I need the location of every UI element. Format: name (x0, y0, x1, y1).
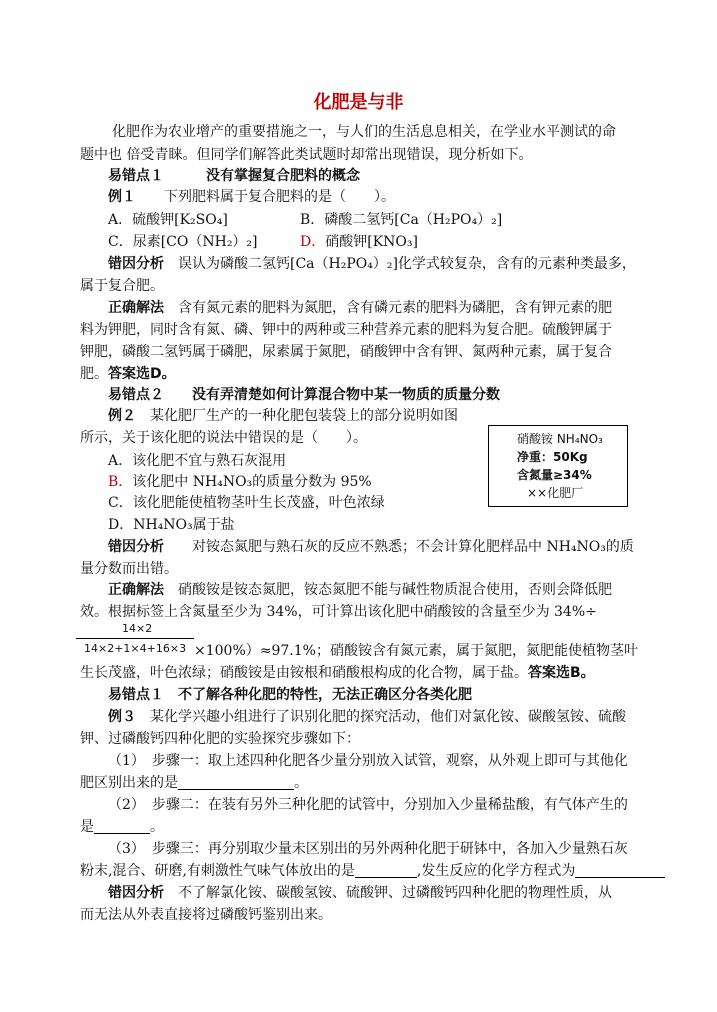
example-1 (108, 187, 395, 207)
step-3-prompt: 粉末,混合、研磨,有刺激性气味气体放出的是 (80, 863, 355, 879)
error-analysis-1 (108, 254, 636, 274)
section-2-label: 易错点２ (108, 387, 164, 403)
solution-1-label: 正确解法 (108, 300, 164, 316)
fraction-denominator: 14×2+1×4+16×3 (84, 642, 187, 655)
step-1-prompt: 肥区别出来的是 (80, 775, 178, 791)
error-analysis-3-text: 不了解氯化铵、碳酸氢铵、硫酸钾、过磷酸钙四种化肥的物理性质，从 (178, 885, 612, 901)
step-3: （3） 步骤三：再分别取少量未区别出的另外两种化肥于研钵中，各加入少量熟石灰 (108, 841, 628, 857)
answer-2: 答案选B。 (528, 665, 595, 681)
example-2-question-cont: 所示，关于该化肥的说法中错误的是（ ）。 (80, 430, 367, 446)
section-3-title: 不了解各种化肥的特性，无法正确区分各类化肥 (178, 687, 472, 703)
error-analysis-1-text: 误认为磷酸二氢钙[Ca（H₂PO₄）₂]化学式较复杂，含有的元素种类最多， (178, 256, 636, 272)
example-3-question: 某化学兴趣小组进行了识别化肥的探究活动，他们对氯化铵、碳酸氢铵、硫酸 (150, 709, 626, 725)
fraction-numerator: 14×2 (122, 622, 153, 635)
section-3-heading (108, 685, 472, 705)
solution-2-tail: 生长茂盛，叶色浓绿；硝酸铵是由铵根和硝酸根构成的化合物，属于盐。 (80, 665, 528, 681)
option-1d-text: 硝酸钾[KNO₃] (325, 234, 418, 250)
step-3-answer-blank-1[interactable] (355, 863, 417, 878)
intro-line-2: 题中也 倍受青睐。但同学们解答此类试题时却常出现错误，现分析如下。 (80, 147, 533, 163)
step-1: （1） 步骤一：取上述四种化肥各少量分别放入试管，观察，从外观上即可与其他化 (108, 753, 628, 769)
intro-line-1: 化肥作为农业增产的重要措施之一，与人们的生活息息相关，在学业水平测试的命 (112, 124, 616, 140)
step-3-cont (80, 861, 665, 881)
option-1d-letter: D． (300, 234, 326, 250)
option-2b-text: 该化肥中 NH₄NO₃的质量分数为 95% (132, 474, 372, 490)
example-1-question: 下列肥料属于复合肥料的是（ ）。 (164, 189, 395, 205)
example-3-question-cont: 钾、过磷酸钙四种化肥的实验探究步骤如下： (80, 731, 360, 747)
option-1b: B．磷酸二氢钙[Ca（H₂PO₄）₂] (300, 212, 503, 228)
page-title: 化肥是与非 (313, 92, 404, 113)
error-analysis-2-label: 错因分析 (108, 539, 164, 555)
step-1-end: 。 (294, 775, 308, 791)
error-analysis-3 (108, 883, 612, 903)
step-2-cont (80, 817, 164, 837)
section-1-label: 易错点１ (108, 168, 164, 184)
example-2-label: 例２ (108, 408, 136, 424)
label-nitrogen: 含氮量≥34% (517, 468, 592, 482)
option-2b (108, 472, 372, 492)
answer-1: 答案选D。 (108, 366, 176, 382)
step-2-prompt: 是 (80, 819, 94, 835)
option-2c: C．该化肥能使植物茎叶生长茂盛，叶色浓绿 (108, 495, 385, 511)
option-1c: C．尿素[CO（NH₂）₂] (108, 234, 258, 250)
error-analysis-2-cont: 量分数而出错。 (80, 561, 178, 577)
example-2-question: 某化肥厂生产的一种化肥包装袋上的部分说明如图 (150, 408, 458, 424)
solution-2 (108, 580, 612, 600)
option-1a: A．硫酸钾[K₂SO₄] (108, 212, 228, 228)
error-analysis-3-cont: 而无法从外表直接将过磷酸钙鉴别出来。 (80, 907, 332, 923)
solution-2-line-2: 效。根据标签上含氮量至少为 34%，可计算出该化肥中硝酸铵的含量至少为 34%÷ (80, 604, 597, 620)
step-2-end: 。 (150, 819, 164, 835)
solution-2-label: 正确解法 (108, 582, 164, 598)
solution-1-line-4 (80, 364, 176, 384)
option-2d: D．NH₄NO₃属于盐 (108, 517, 235, 533)
error-analysis-1-label: 错因分析 (108, 256, 164, 272)
section-3-label: 易错点１ (108, 687, 164, 703)
example-3-label: 例３ (108, 709, 136, 725)
section-2-heading (108, 385, 500, 405)
option-2b-letter: B． (108, 474, 133, 490)
section-1-title: 没有掌握复合肥料的概念 (206, 168, 360, 184)
solution-1-text: 含有氮元素的肥料为氮肥，含有磷元素的肥料为磷肥，含有钾元素的肥 (178, 300, 612, 316)
step-1-cont (80, 773, 308, 793)
step-3-mid: ,发生反应的化学方程式为 (416, 863, 576, 879)
error-analysis-3-label: 错因分析 (108, 885, 164, 901)
solution-2-text: 硝酸铵是铵态氮肥，铵态氮肥不能与碱性物质混合使用，否则会降低肥 (178, 582, 612, 598)
option-1d (300, 232, 418, 252)
label-product: 硝酸铵 NH₄NO₃ (517, 432, 603, 446)
fraction-bar (76, 638, 194, 639)
label-weight: 净重：50Kg (517, 450, 588, 464)
step-3-answer-blank-2[interactable] (575, 863, 665, 878)
solution-2-line-4 (80, 663, 595, 683)
section-2-title: 没有弄清楚如何计算混合物中某一物质的质量分数 (192, 387, 500, 403)
example-1-label: 例１ (108, 189, 136, 205)
option-2a: A．该化肥不宜与熟石灰混用 (108, 453, 287, 469)
solution-2-line-3: ×100%）≈97.1%；硝酸铵含有氮元素，属于氮肥，氮肥能使植物茎叶 (194, 643, 638, 659)
solution-1-tail: 肥。 (80, 366, 108, 382)
error-analysis-2 (108, 537, 634, 557)
step-2-answer-blank[interactable] (94, 819, 150, 834)
solution-1-line-2: 料为钾肥，同时含有氮、磷、钾中的两种或三种营养元素的肥料为复合肥。硫酸钾属于 (80, 322, 612, 338)
example-2 (108, 406, 458, 426)
label-factory: ××化肥厂 (527, 486, 584, 500)
step-1-answer-blank[interactable] (178, 775, 294, 790)
error-analysis-1-cont: 属于复合肥。 (80, 278, 164, 294)
step-2: （2） 步骤二：在装有另外三种化肥的试管中，分别加入少量稀盐酸，有气体产生的 (108, 797, 628, 813)
solution-1-line-3: 钾肥，磷酸二氢钙属于磷肥，尿素属于氮肥，硝酸钾中含有钾、氮两种元素，属于复合 (80, 344, 612, 360)
fertilizer-label-box (488, 425, 628, 507)
error-analysis-2-text: 对铵态氮肥与熟石灰的反应不熟悉；不会计算化肥样品中 NH₄NO₃的质 (192, 539, 634, 555)
solution-1 (108, 298, 612, 318)
section-1-heading (108, 166, 360, 186)
example-3 (108, 707, 626, 727)
